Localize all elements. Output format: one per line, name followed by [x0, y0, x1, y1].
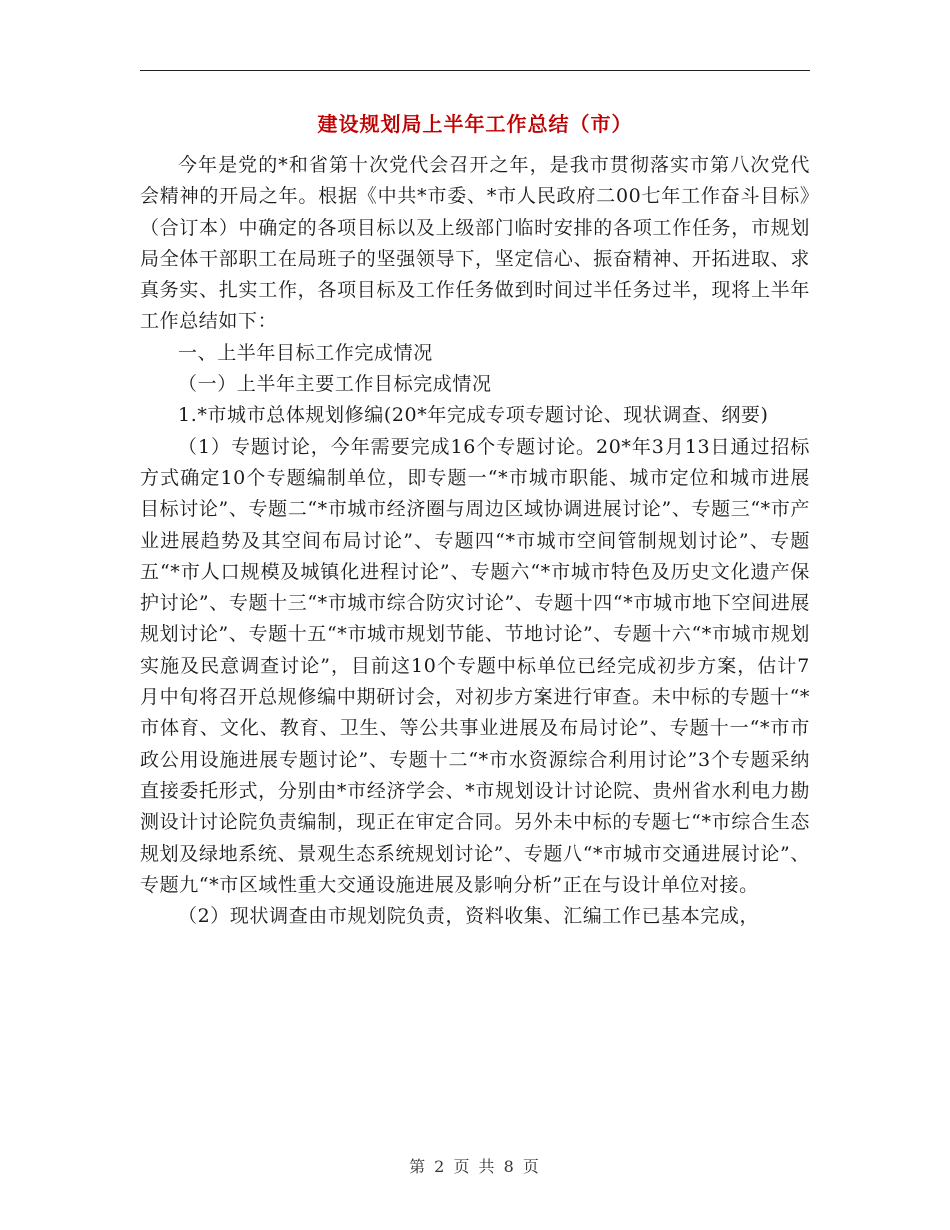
- subsection-heading: （一）上半年主要工作目标完成情况: [178, 373, 492, 396]
- document-body: [140, 150, 810, 932]
- page-number-footer: 第 2 页 共 8 页: [409, 1157, 541, 1176]
- paragraph-intro: 今年是党的*和省第十次党代会召开之年，是我市贯彻落实市第八次党代会精神的开局之年。根据《中共*市委、*市人民政府二00七年工作奋斗目标》（合订本）中确定的各项目标以及上级部门临时安排的各项工作任务，市规划局全体干部职工在局班子的坚强领导下，坚定信心、振奋精神、开拓进取、求真务实、扎实工作，各项目标及工作任务做到时间过半任务过半，现将上半年工作总结如下：: [140, 154, 810, 333]
- paragraph-status-survey: （2）现状调查由市规划院负责，资料收集、汇编工作已基本完成，: [178, 905, 760, 928]
- paragraph-topic-research: （1）专题讨论，今年需要完成16个专题讨论。20*年3月13日通过招标方式确定10个专题编制单位，即专题一“*市城市职能、城市定位和城市进展目标讨论”、专题二“*市城市经济圈与周边区域协调进展讨论”、专题三“*市产业进展趋势及其空间布局讨论”、专题四“*市城市空间管制规划讨论”、专题五“*市人口规模及城镇化进程讨论”、专题六“*市城市特色及历史文化遗产保护讨论”、专题十三“*市城市综合防灾讨论”、专题十四“*市城市地下空间进展规划讨论”、专题十五“*市城市规划节能、节地讨论”、专题十六“*市城市规划实施及民意调查讨论”，目前这10个专题中标单位已经完成初步方案，估计7月中旬将召开总规修编中期研讨会，对初步方案进行审查。未中标的专题十“*市体育、文化、教育、卫生、等公共事业进展及布局讨论”、专题十一“*市市政公用设施进展专题讨论”、专题十二“*市水资源综合利用讨论”3个专题采纳直接委托形式，分别由*市经济学会、*市规划设计讨论院、贵州省水利电力勘测设计讨论院负责编制，现正在审定合同。另外未中标的专题七“*市综合生态规划及绿地系统、景观生态系统规划讨论”、专题八“*市城市交通进展讨论”、专题九“*市区域性重大交通设施进展及影响分析”正在与设计单位对接。: [140, 435, 810, 896]
- header-rule: [140, 70, 810, 71]
- document-title: 建设规划局上半年工作总结（市）: [317, 112, 633, 136]
- item-heading: 1.*市城市总体规划修编(20*年完成专项专题讨论、现状调查、纲要): [178, 404, 769, 427]
- section-heading: 一、上半年目标工作完成情况: [178, 341, 433, 364]
